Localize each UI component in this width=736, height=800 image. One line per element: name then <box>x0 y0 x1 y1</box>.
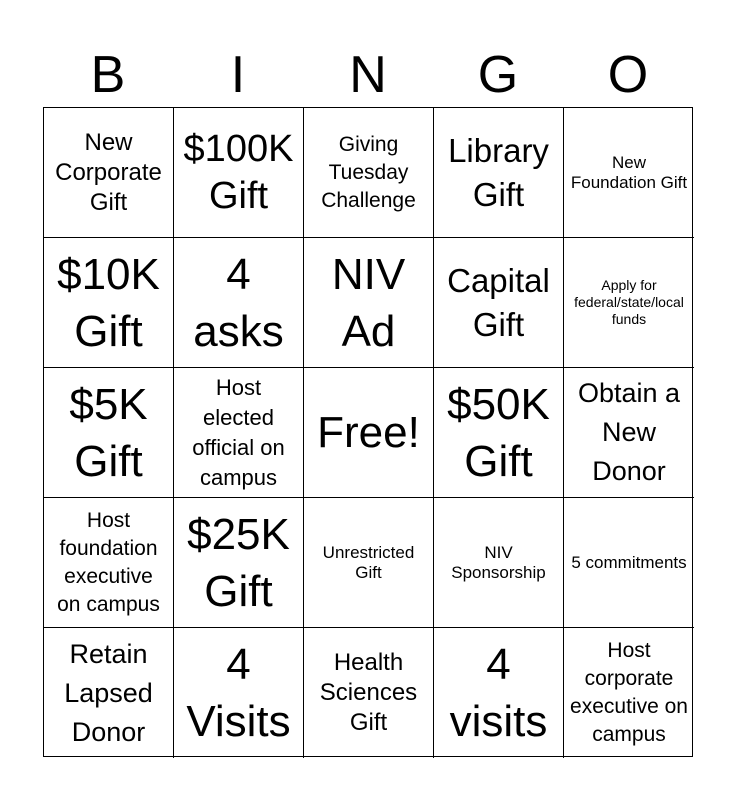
cell-text: Unrestricted Gift <box>322 542 415 582</box>
cell-text: Free! <box>317 408 420 457</box>
cell-text: $5K Gift <box>69 379 148 486</box>
bingo-cell <box>564 498 694 628</box>
header-letter-n: N <box>349 46 387 104</box>
header-letter-g: G <box>477 46 519 104</box>
cell-text: Capital Gift <box>447 261 550 343</box>
bingo-cell <box>304 108 434 238</box>
bingo-cell <box>174 628 304 758</box>
header-letter-b: B <box>90 46 126 104</box>
bingo-cell <box>434 368 564 498</box>
cell-text: $50K Gift <box>447 379 550 486</box>
bingo-cell <box>44 368 174 498</box>
cell-text: New Corporate Gift <box>55 128 162 216</box>
cell-text: Retain Lapsed Donor <box>64 638 153 747</box>
bingo-cell <box>44 498 174 628</box>
bingo-cell <box>564 628 694 758</box>
bingo-cell <box>304 238 434 368</box>
bingo-cell <box>434 238 564 368</box>
bingo-cell <box>174 238 304 368</box>
cell-text: 5 commitments <box>571 552 687 572</box>
bingo-cell <box>434 628 564 758</box>
bingo-cell <box>304 628 434 758</box>
cell-text: Library Gift <box>448 131 549 213</box>
bingo-cell <box>44 238 174 368</box>
bingo-cell <box>434 498 564 628</box>
bingo-card <box>43 107 693 757</box>
bingo-cell <box>564 238 694 368</box>
cell-text: NIV Sponsorship <box>451 542 546 582</box>
bingo-cell <box>434 108 564 238</box>
bingo-cell <box>564 108 694 238</box>
cell-text: $100K Gift <box>183 127 294 217</box>
cell-text: Host corporate executive on campus <box>570 639 688 746</box>
cell-text: New Foundation Gift <box>570 152 688 192</box>
bingo-cell <box>174 108 304 238</box>
cell-text: Health Sciences Gift <box>319 649 418 736</box>
cell-text: $25K Gift <box>187 509 290 616</box>
cell-text: Giving Tuesday Challenge <box>321 132 416 212</box>
cell-text: 4 asks <box>193 249 284 356</box>
cell-text: NIV Ad <box>331 249 406 356</box>
cell-text: 4 Visits <box>186 640 291 746</box>
bingo-cell <box>304 498 434 628</box>
header-letter-o: O <box>607 46 649 104</box>
cell-text: $10K Gift <box>57 249 160 356</box>
header-letter-i: I <box>230 46 246 104</box>
bingo-cell <box>44 108 174 238</box>
bingo-cell <box>564 368 694 498</box>
cell-text: Obtain a New Donor <box>577 378 681 486</box>
bingo-cell <box>174 498 304 628</box>
bingo-cell <box>174 368 304 498</box>
cell-text: 4 visits <box>449 640 548 746</box>
cell-text: Apply for federal/state/local funds <box>574 277 684 327</box>
bingo-header <box>43 44 693 106</box>
cell-text: Host foundation executive on campus <box>57 508 160 616</box>
bingo-cell free-space <box>304 368 434 498</box>
cell-text: Host elected official on campus <box>192 374 285 490</box>
bingo-cell <box>44 628 174 758</box>
